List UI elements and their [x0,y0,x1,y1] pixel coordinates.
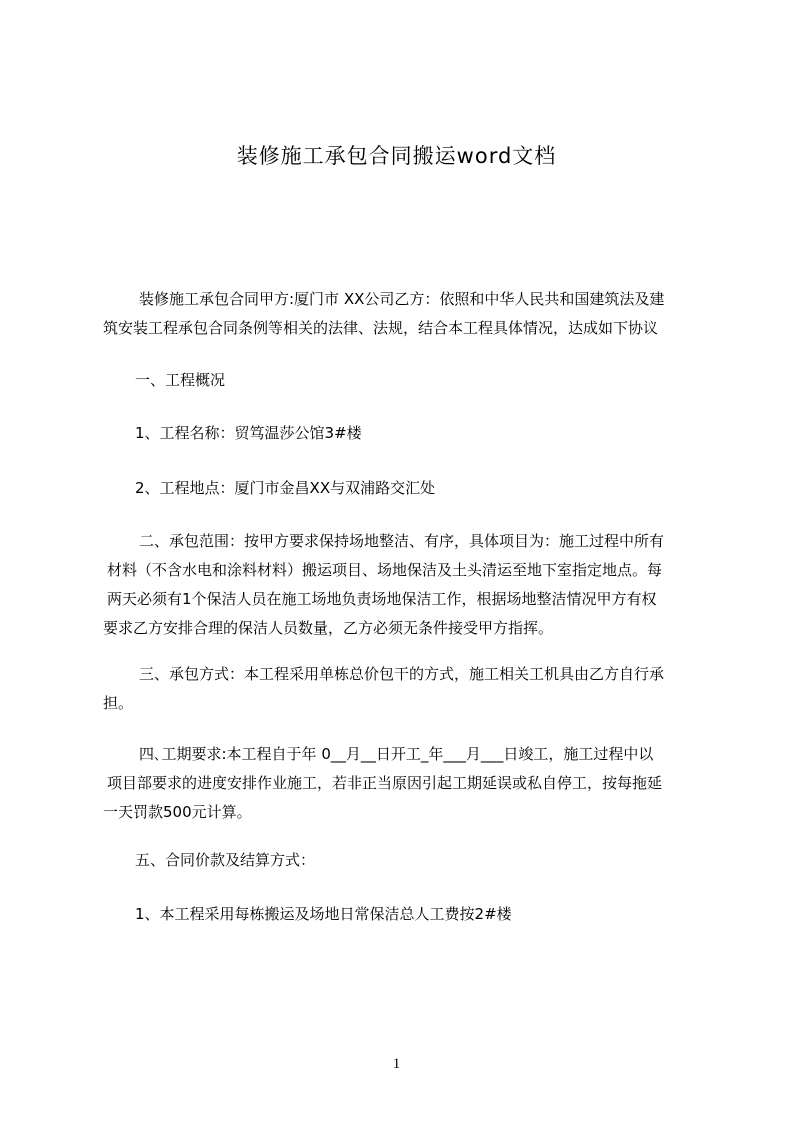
item-project-location [103,474,700,503]
section-schedule [103,740,700,827]
paragraph-line: 一天罚款500元计算。 [103,803,252,821]
paragraph-line: 五、合同价款及结算方式： [135,851,316,869]
paragraph-line: 1、本工程采用每栋搬运及场地日常保洁总人工费按2#楼 [135,905,512,923]
page-number: 1 [392,1056,401,1072]
section-contract-scope [103,527,700,643]
section-heading-overview [103,366,700,395]
paragraph-line: 担。 [103,694,134,712]
paragraph-line: 筑安装工程承包合同条例等相关的法律、法规，结合本工程具体情况，达成如下协议 [103,319,659,337]
paragraph-line: 2、工程地点：厦门市金昌XX与双浦路交汇处 [135,479,436,497]
document-title: 装修施工承包合同搬运word文档 [236,144,557,168]
paragraph-line: 1、工程名称：贸笃温莎公馆3#楼 [135,424,362,442]
item-project-name [103,419,700,448]
section-contract-method [103,660,700,718]
paragraph-line: 要求乙方安排合理的保洁人员数量，乙方必须无条件接受甲方指挥。 [103,619,554,637]
intro-paragraph [103,285,700,343]
paragraph-line: 两天必须有1个保洁人员在施工场地负责场地保洁工作，根据场地整洁情况甲方有权 [107,590,657,608]
paragraph-line: 一、工程概况 [135,371,226,389]
paragraph-line: 项目部要求的进度安排作业施工，若非正当原因引起工期延误或私自停工，按每拖延 [107,774,663,792]
paragraph-line: 二、承包范围：按甲方要求保持场地整洁、有序，具体项目为：施工过程中所有 [139,532,665,550]
item-labor-cost [103,900,700,929]
paragraph-line: 装修施工承包合同甲方:厦门市 XX公司乙方：依照和中华人民共和国建筑法及建 [139,290,665,308]
paragraph-line: 四､工期要求:本工程自于年 0__月__日开工_年___月___日竣工，施工过程中以 [139,745,654,763]
paragraph-line: 材料（不含水电和涂料材料）搬运项目、场地保洁及土头清运至地下室指定地点。每 [107,561,663,579]
section-price-heading [103,846,700,875]
paragraph-line: 三、承包方式：本工程采用单栋总价包干的方式，施工相关工机具由乙方自行承 [139,665,665,683]
